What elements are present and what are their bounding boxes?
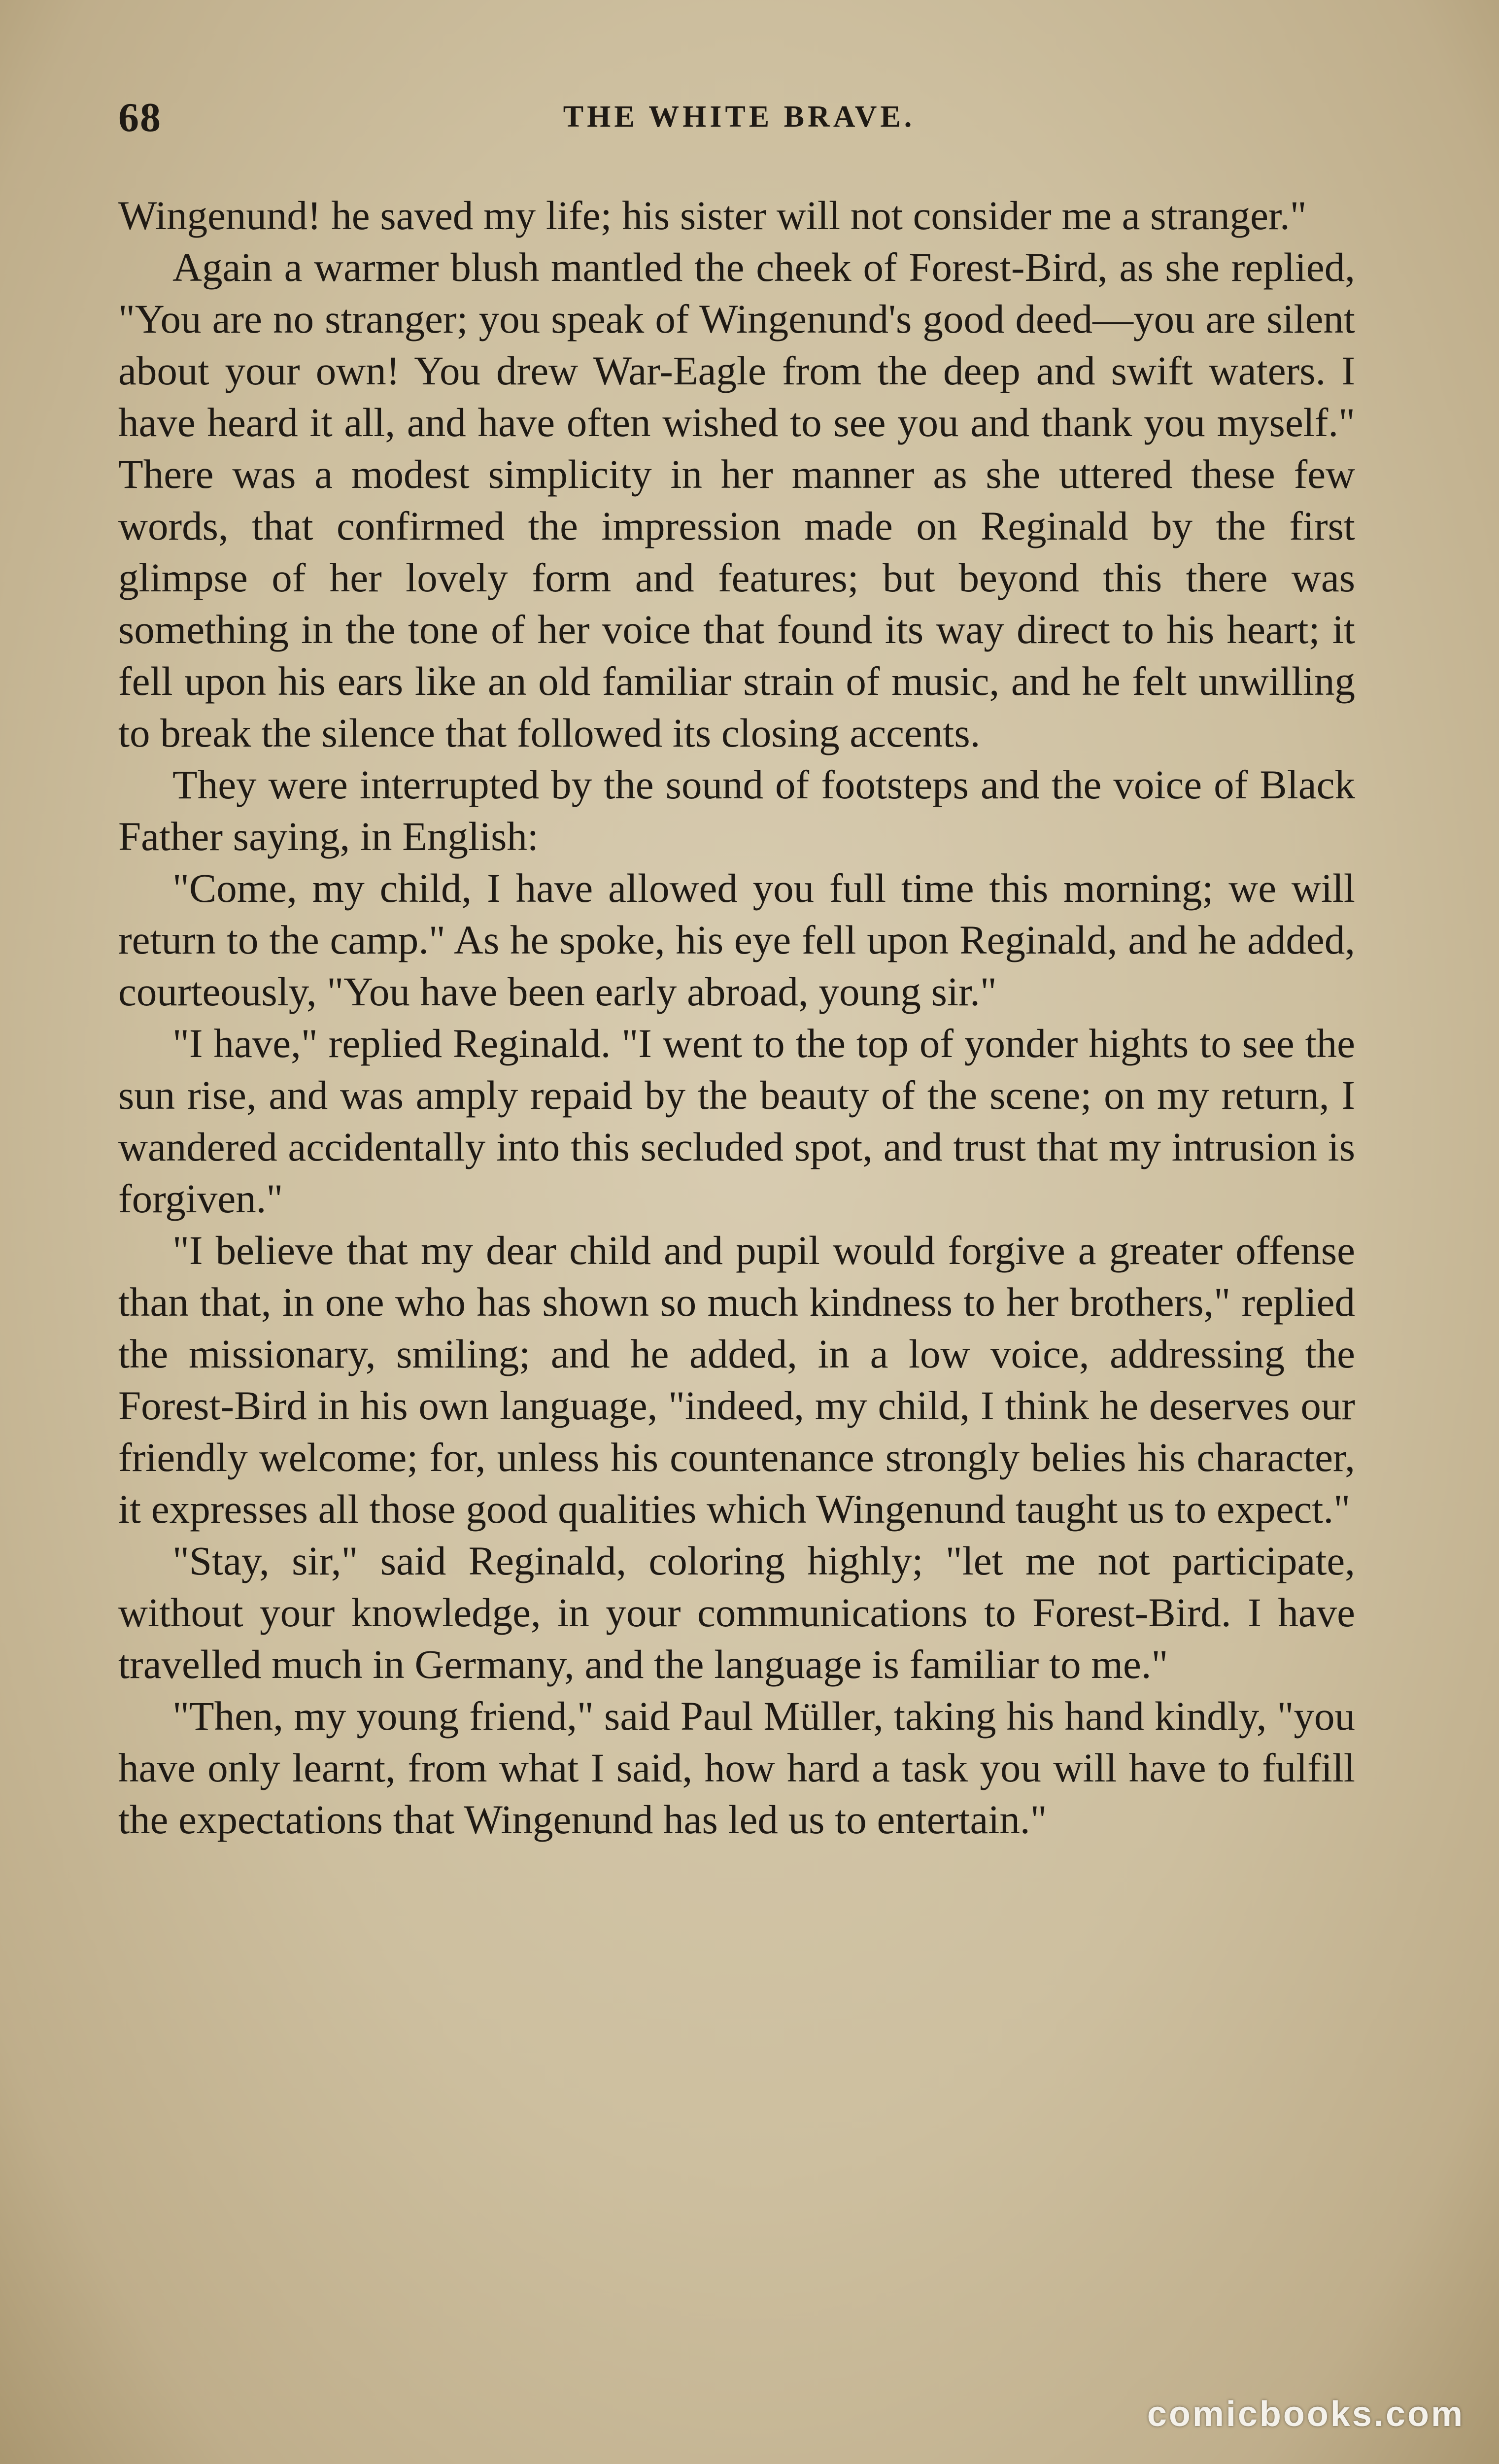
running-head: THE WHITE BRAVE. [563,100,916,134]
paragraph: They were interrupted by the sound of footsteps and the voice of Black Father saying, in English: [118,762,1355,859]
page-header [118,94,1360,148]
paragraph: Again a warmer blush mantled the cheek of Forest-Bird, as she replied, "You are no stranger; you speak of Wingenund's good deed—you are silent about your own! You drew War-Eagle from the deep and swift waters. I have heard it all, and have often wished to see you and thank you myself." There was a modest simplicity in her manner as she uttered these few words, that confirmed the impression made on Reginald by the first glimpse of her lovely form and features; but beyond this there was something in the tone of her voice that found its way direct to his heart; it fell upon his ears like an old familiar strain of music, and he felt unwilling to break the silence that followed its closing accents. [118,244,1355,755]
paragraph-continued: Wingenund! he saved my life; his sister will not consider me a stranger." [118,193,1307,238]
watermark: comicbooks.com [1147,2395,1465,2434]
paragraph: "Stay, sir," said Reginald, coloring highly; "let me not participate, without your knowledge, in your communications to Forest-Bird. I have travelled much in Germany, and the language is familiar to me." [118,1538,1355,1687]
paragraph: "I believe that my dear child and pupil would forgive a greater offense than that, in one who has shown so much kindness to her brothers," replied the missionary, smiling; and he added, in a low voice, addressing the Forest-Bird in his own language, "indeed, my child, I think he deserves our friendly welcome; for, unless his countenance strongly belies his character, it expresses all those good qualities which Wingenund taught us to expect." [118,1228,1355,1532]
paragraph: "I have," replied Reginald. "I went to the top of yonder hights to see the sun rise, and was amply repaid by the beauty of the scene; on my return, I wandered accidentally into this secluded spot, and trust that my intrusion is forgiven." [118,1021,1355,1221]
paragraph: "Come, my child, I have allowed you full time this morning; we will return to the camp." As he spoke, his eye fell upon Reginald, and he added, courteously, "You have been early abroad, young sir." [118,865,1355,1014]
paragraph: "Then, my young friend," said Paul Müller, taking his hand kindly, "you have only learnt, from what I said, how hard a task you will have to fulfill the expectations that Wingenund has led us to entertain." [118,1693,1355,1842]
body-text [118,190,1355,1846]
page-number: 68 [118,95,162,140]
